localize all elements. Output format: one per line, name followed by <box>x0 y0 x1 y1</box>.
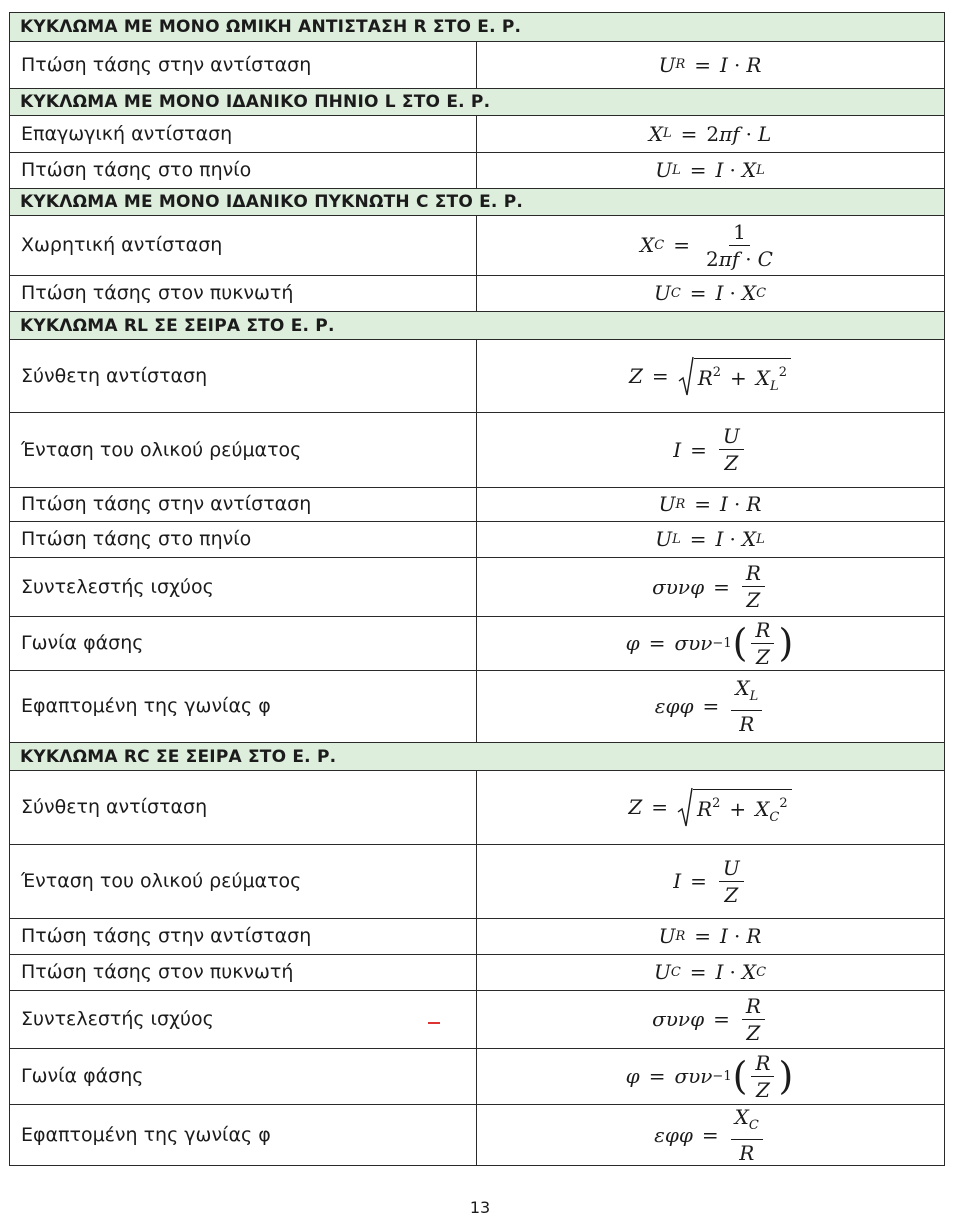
row-label: Πτώση τάσης στον πυκνωτή <box>21 961 294 983</box>
row-label: Ένταση του ολικού ρεύματος <box>21 870 302 892</box>
square-root: $R^2 + X_C^2$ <box>677 786 792 828</box>
section-title: ΚΥΚΛΩΜΑ RC ΣΕ ΣΕΙΡΑ ΣΤΟ Ε. Ρ. <box>20 746 337 767</box>
row-label: Γωνία φάσης <box>21 1065 144 1087</box>
table-row <box>9 954 945 991</box>
formula-cell <box>476 487 944 521</box>
table-row <box>9 616 945 671</box>
formula-uc: U C = I · X C <box>653 960 767 984</box>
formula-cell <box>476 990 944 1048</box>
table-row <box>9 215 945 276</box>
formula-phase-angle: φ = συν −1 ( $\frac{R}{Z}$ ) <box>625 617 794 669</box>
row-label: Εφαπτομένη της γωνίας φ <box>21 1123 271 1146</box>
formula-cell <box>476 521 944 557</box>
fraction: $\frac{U}{Z}$ <box>719 856 744 907</box>
row-label: Συντελεστής ισχύος <box>21 1008 214 1030</box>
formula-ur: U R = I · R <box>658 924 762 948</box>
formula-cell <box>476 1048 944 1104</box>
table-row <box>9 152 945 189</box>
fraction: $\frac{R}{Z}$ <box>742 561 765 612</box>
fraction: $\frac{R}{Z}$ <box>742 994 765 1045</box>
row-label: Εφαπτομένη της γωνίας φ <box>21 695 271 717</box>
formula-cell <box>476 557 944 616</box>
formula-i-rc: I = $\frac{U}{Z}$ <box>673 856 747 907</box>
formula-power-factor: συνφ = $\frac{R}{Z}$ <box>652 994 768 1045</box>
formula-ul: U L = I · X L <box>655 158 765 182</box>
formula-uc: U C = I · X C <box>653 281 767 305</box>
table-row <box>9 770 945 845</box>
formula-cell <box>476 412 944 487</box>
fraction: $\frac{R}{Z}$ <box>751 1051 774 1102</box>
table-row <box>9 115 945 153</box>
formula-i-rl: I = $\frac{U}{Z}$ <box>673 424 747 475</box>
table-row <box>9 275 945 312</box>
formula-z-rl: Z = $R^2 + X_L^2$ <box>629 355 791 397</box>
fraction: $\frac{1}{2\pi f \cdot C}$ <box>706 219 773 271</box>
table-row <box>9 487 945 522</box>
section-title: ΚΥΚΛΩΜΑ RL ΣΕ ΣΕΙΡΑ ΣΤΟ Ε. Ρ. <box>20 315 335 336</box>
fraction: $\frac{X_C}{R}$ <box>731 1105 763 1165</box>
row-label: Σύνθετη αντίσταση <box>21 796 208 818</box>
formula-cell <box>476 339 944 412</box>
formula-cell <box>476 616 944 670</box>
section-header-c <box>9 188 945 216</box>
row-label: Ένταση του ολικού ρεύματος <box>21 438 302 461</box>
row-label: Χωρητική αντίσταση <box>21 234 223 256</box>
formula-z-rc: Z = $R^2 + X_C^2$ <box>628 786 791 828</box>
formula-phase-angle: φ = συν −1 ( $\frac{R}{Z}$ ) <box>625 1050 794 1102</box>
formula-tangent-rc: εφφ = $\frac{X_C}{R}$ <box>654 1105 766 1165</box>
stray-pen-mark <box>428 1022 440 1024</box>
row-label: Σύνθετη αντίσταση <box>21 364 208 387</box>
section-header-r <box>9 12 945 42</box>
formula-cell <box>476 844 944 918</box>
table-row <box>9 1048 945 1105</box>
row-label: Γωνία φάσης <box>21 632 144 654</box>
table-row <box>9 412 945 488</box>
formula-cell <box>476 275 944 311</box>
fraction: $\frac{U}{Z}$ <box>719 424 744 475</box>
row-label: Πτώση τάσης στο πηνίο <box>21 159 252 181</box>
formula-cell <box>476 115 944 152</box>
row-label: Πτώση τάσης στο πηνίο <box>21 528 252 550</box>
table-row <box>9 844 945 919</box>
fraction: $\frac{X_L}{R}$ <box>731 676 762 736</box>
formula-cell <box>476 1104 944 1165</box>
section-title: ΚΥΚΛΩΜΑ ΜΕ ΜΟΝΟ ΙΔΑΝΙΚΟ ΠΗΝΙΟ L ΣΤΟ Ε. Ρ. <box>20 92 491 112</box>
section-title: ΚΥΚΛΩΜΑ ΜΕ ΜΟΝΟ ΙΔΑΝΙΚΟ ΠΥΚΝΩΤΗ C ΣΤΟ Ε. Ρ. <box>20 192 524 212</box>
formula-cell <box>476 954 944 990</box>
formula-cell <box>476 215 944 275</box>
formula-xl: X L = 2 πf · L <box>648 121 772 146</box>
formula-cell <box>476 918 944 954</box>
row-label: Συντελεστής ισχύος <box>21 575 214 598</box>
section-header-l <box>9 88 945 116</box>
table-row <box>9 557 945 617</box>
table-row <box>9 339 945 413</box>
row-label: Πτώση τάσης στην αντίσταση <box>21 493 312 515</box>
section-header-rl <box>9 311 945 340</box>
row-label: Επαγωγική αντίσταση <box>21 122 233 145</box>
table-row <box>9 670 945 743</box>
page-number: 13 <box>469 1198 491 1217</box>
formula-tangent-rl: εφφ = $\frac{X_L}{R}$ <box>655 676 765 736</box>
formula-cell <box>476 670 944 742</box>
table-row <box>9 521 945 558</box>
section-title: ΚΥΚΛΩΜΑ ΜΕ ΜΟΝΟ ΩΜΙΚΗ ΑΝΤΙΣΤΑΣΗ R ΣΤΟ Ε. Ρ. <box>20 17 522 37</box>
formula-ur: U R = I · R <box>658 52 762 77</box>
table-row <box>9 1104 945 1166</box>
fraction: $\frac{R}{Z}$ <box>751 618 774 669</box>
formula-cell <box>476 152 944 188</box>
formula-ul: U L = I · X L <box>655 527 765 551</box>
formula-ur: U R = I · R <box>658 492 762 516</box>
table-row <box>9 41 945 89</box>
row-label: Πτώση τάσης στην αντίσταση <box>21 925 312 947</box>
table-row <box>9 918 945 955</box>
table-row <box>9 990 945 1049</box>
formula-xc: X C = $\frac{1}{2\pi f \cdot C}$ <box>640 220 780 271</box>
formula-cell <box>476 770 944 844</box>
formula-cell <box>476 41 944 88</box>
formula-power-factor: συνφ = $\frac{R}{Z}$ <box>652 561 768 612</box>
square-root: $R^2 + X_L^2$ <box>678 355 791 397</box>
section-header-rc <box>9 742 945 771</box>
row-label: Πτώση τάσης στον πυκνωτή <box>21 282 294 304</box>
row-label: Πτώση τάσης στην αντίσταση <box>21 53 312 76</box>
